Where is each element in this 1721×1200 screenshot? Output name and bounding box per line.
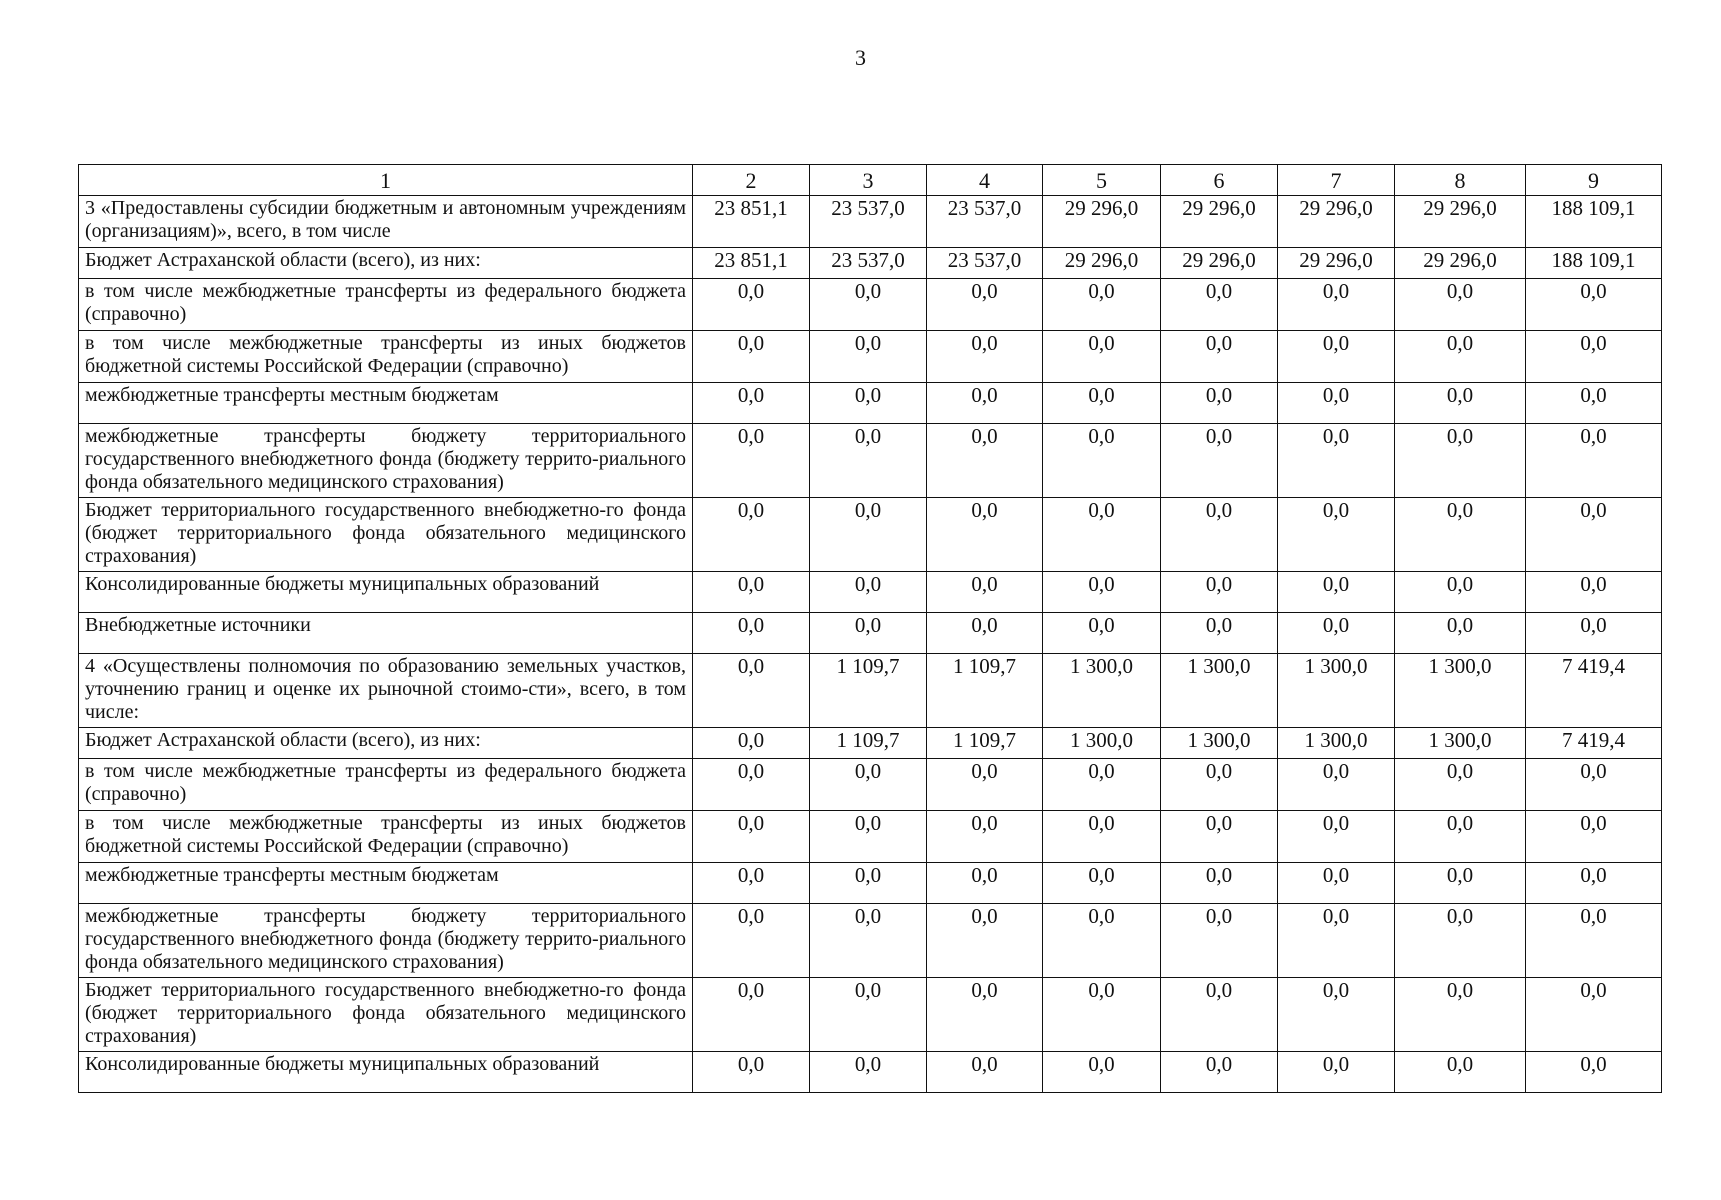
value-cell: 0,0 (810, 279, 927, 331)
value-cell: 0,0 (927, 383, 1043, 424)
table-row (79, 759, 1662, 811)
value-cell: 0,0 (1043, 978, 1161, 1052)
value-cell: 29 296,0 (1161, 196, 1278, 248)
value-cell: 0,0 (693, 811, 810, 863)
value-cell: 0,0 (810, 613, 927, 654)
value-cell: 0,0 (1526, 498, 1662, 572)
value-cell: 29 296,0 (1161, 248, 1278, 279)
table-row (79, 331, 1662, 383)
value-cell: 0,0 (1526, 978, 1662, 1052)
value-cell: 0,0 (810, 978, 927, 1052)
value-cell: 0,0 (1161, 383, 1278, 424)
value-cell: 0,0 (1395, 978, 1526, 1052)
value-cell: 0,0 (1043, 904, 1161, 978)
value-cell: 0,0 (693, 424, 810, 498)
table-row (79, 613, 1662, 654)
value-cell: 29 296,0 (1278, 196, 1395, 248)
row-label: в том числе межбюджетные трансферты из федерального бюджета (справочно) (79, 759, 693, 811)
value-cell: 0,0 (693, 978, 810, 1052)
row-label: межбюджетные трансферты местным бюджетам (79, 863, 693, 904)
column-header: 4 (927, 165, 1043, 196)
table-row (79, 863, 1662, 904)
value-cell: 0,0 (1395, 613, 1526, 654)
value-cell: 0,0 (927, 279, 1043, 331)
value-cell: 0,0 (810, 572, 927, 613)
value-cell: 1 300,0 (1278, 728, 1395, 759)
value-cell: 1 300,0 (1395, 654, 1526, 728)
value-cell: 7 419,4 (1526, 654, 1662, 728)
value-cell: 0,0 (1161, 904, 1278, 978)
page-number: 3 (855, 45, 866, 70)
value-cell: 0,0 (1526, 613, 1662, 654)
value-cell: 0,0 (1278, 863, 1395, 904)
value-cell: 0,0 (1278, 1052, 1395, 1093)
value-cell: 0,0 (1161, 572, 1278, 613)
value-cell: 0,0 (693, 383, 810, 424)
value-cell: 0,0 (1395, 498, 1526, 572)
table-row (79, 904, 1662, 978)
table-row (79, 811, 1662, 863)
value-cell: 23 851,1 (693, 248, 810, 279)
budget-table (78, 164, 1662, 1093)
row-label: Бюджет территориального государственного внебюджетно-го фонда (бюджет территориального фонда обязательного медицинского страхования) (79, 978, 693, 1052)
value-cell: 0,0 (810, 904, 927, 978)
value-cell: 0,0 (1395, 383, 1526, 424)
column-header: 5 (1043, 165, 1161, 196)
value-cell: 188 109,1 (1526, 196, 1662, 248)
value-cell: 0,0 (927, 331, 1043, 383)
value-cell: 188 109,1 (1526, 248, 1662, 279)
value-cell: 0,0 (1395, 424, 1526, 498)
value-cell: 0,0 (927, 978, 1043, 1052)
value-cell: 0,0 (1526, 1052, 1662, 1093)
value-cell: 29 296,0 (1395, 248, 1526, 279)
column-header: 8 (1395, 165, 1526, 196)
table-row (79, 978, 1662, 1052)
value-cell: 0,0 (1526, 572, 1662, 613)
value-cell: 0,0 (1395, 904, 1526, 978)
value-cell: 1 300,0 (1043, 728, 1161, 759)
row-label: Внебюджетные источники (79, 613, 693, 654)
value-cell: 0,0 (1043, 331, 1161, 383)
value-cell: 0,0 (1278, 759, 1395, 811)
value-cell: 0,0 (1161, 424, 1278, 498)
value-cell: 0,0 (810, 424, 927, 498)
value-cell: 23 537,0 (927, 196, 1043, 248)
value-cell: 1 109,7 (927, 728, 1043, 759)
row-label: Консолидированные бюджеты муниципальных образований (79, 572, 693, 613)
value-cell: 0,0 (1278, 978, 1395, 1052)
value-cell: 29 296,0 (1395, 196, 1526, 248)
value-cell: 0,0 (1526, 811, 1662, 863)
value-cell: 0,0 (810, 759, 927, 811)
column-header: 1 (79, 165, 693, 196)
table-row (79, 572, 1662, 613)
value-cell: 0,0 (927, 572, 1043, 613)
row-label: 4 «Осуществлены полномочия по образованию земельных участков, уточнению границ и оценке их рыночной стоимо-сти», всего, в том числе: (79, 654, 693, 728)
value-cell: 1 300,0 (1395, 728, 1526, 759)
value-cell: 0,0 (927, 1052, 1043, 1093)
table-row (79, 279, 1662, 331)
value-cell: 0,0 (693, 728, 810, 759)
column-header: 6 (1161, 165, 1278, 196)
row-label: в том числе межбюджетные трансферты из иных бюджетов бюджетной системы Российской Федерации (справочно) (79, 811, 693, 863)
value-cell: 23 537,0 (927, 248, 1043, 279)
value-cell: 0,0 (810, 383, 927, 424)
row-label: 3 «Предоставлены субсидии бюджетным и автономным учреждениям (организациям)», всего, в том числе (79, 196, 693, 248)
row-label: Бюджет Астраханской области (всего), из них: (79, 248, 693, 279)
value-cell: 23 537,0 (810, 196, 927, 248)
row-label: межбюджетные трансферты местным бюджетам (79, 383, 693, 424)
table-row (79, 248, 1662, 279)
value-cell: 0,0 (1161, 279, 1278, 331)
value-cell: 0,0 (1043, 863, 1161, 904)
value-cell: 0,0 (1395, 279, 1526, 331)
value-cell: 0,0 (1395, 331, 1526, 383)
value-cell: 0,0 (1043, 1052, 1161, 1093)
table-row (79, 498, 1662, 572)
value-cell: 0,0 (1395, 863, 1526, 904)
column-header: 2 (693, 165, 810, 196)
table-row (79, 424, 1662, 498)
value-cell: 29 296,0 (1043, 196, 1161, 248)
value-cell: 0,0 (1395, 572, 1526, 613)
value-cell: 0,0 (693, 279, 810, 331)
value-cell: 0,0 (1278, 279, 1395, 331)
row-label: межбюджетные трансферты бюджету территориального государственного внебюджетного фонда (бюджету террито-риального фонда обязательного медицинского страхования) (79, 904, 693, 978)
value-cell: 0,0 (1278, 424, 1395, 498)
column-header: 7 (1278, 165, 1395, 196)
value-cell: 0,0 (1043, 424, 1161, 498)
value-cell: 0,0 (1278, 331, 1395, 383)
value-cell: 0,0 (1395, 811, 1526, 863)
value-cell: 0,0 (927, 613, 1043, 654)
column-header: 9 (1526, 165, 1662, 196)
value-cell: 23 851,1 (693, 196, 810, 248)
value-cell: 0,0 (1526, 904, 1662, 978)
value-cell: 1 300,0 (1161, 654, 1278, 728)
row-label: межбюджетные трансферты бюджету территориального государственного внебюджетного фонда (бюджету террито-риального фонда обязательного медицинского страхования) (79, 424, 693, 498)
value-cell: 0,0 (693, 572, 810, 613)
value-cell: 0,0 (810, 1052, 927, 1093)
table-row (79, 383, 1662, 424)
value-cell: 0,0 (1526, 424, 1662, 498)
value-cell: 1 109,7 (810, 654, 927, 728)
value-cell: 0,0 (1161, 331, 1278, 383)
value-cell: 23 537,0 (810, 248, 927, 279)
value-cell: 1 300,0 (1161, 728, 1278, 759)
value-cell: 0,0 (693, 331, 810, 383)
value-cell: 0,0 (693, 654, 810, 728)
value-cell: 1 300,0 (1278, 654, 1395, 728)
value-cell: 0,0 (927, 498, 1043, 572)
value-cell: 0,0 (1043, 383, 1161, 424)
value-cell: 0,0 (927, 759, 1043, 811)
table-row (79, 196, 1662, 248)
column-header: 3 (810, 165, 927, 196)
header-row (79, 165, 1662, 196)
value-cell: 1 109,7 (810, 728, 927, 759)
value-cell: 1 109,7 (927, 654, 1043, 728)
row-label: Бюджет Астраханской области (всего), из них: (79, 728, 693, 759)
value-cell: 0,0 (693, 759, 810, 811)
row-label: Бюджет территориального государственного внебюджетно-го фонда (бюджет территориального фонда обязательного медицинского страхования) (79, 498, 693, 572)
value-cell: 0,0 (1161, 613, 1278, 654)
value-cell: 0,0 (1395, 759, 1526, 811)
value-cell: 0,0 (1043, 613, 1161, 654)
value-cell: 0,0 (693, 1052, 810, 1093)
value-cell: 0,0 (927, 863, 1043, 904)
value-cell: 0,0 (810, 331, 927, 383)
value-cell: 29 296,0 (1043, 248, 1161, 279)
value-cell: 0,0 (1161, 811, 1278, 863)
row-label: Консолидированные бюджеты муниципальных образований (79, 1052, 693, 1093)
value-cell: 0,0 (1278, 383, 1395, 424)
table-body (79, 196, 1662, 1093)
value-cell: 0,0 (693, 863, 810, 904)
value-cell: 0,0 (1043, 498, 1161, 572)
table-row (79, 728, 1662, 759)
value-cell: 0,0 (927, 904, 1043, 978)
value-cell: 0,0 (1161, 1052, 1278, 1093)
value-cell: 0,0 (1043, 572, 1161, 613)
value-cell: 29 296,0 (1278, 248, 1395, 279)
row-label: в том числе межбюджетные трансферты из иных бюджетов бюджетной системы Российской Федерации (справочно) (79, 331, 693, 383)
value-cell: 0,0 (1526, 279, 1662, 331)
table-row (79, 1052, 1662, 1093)
value-cell: 0,0 (810, 811, 927, 863)
value-cell: 0,0 (1043, 811, 1161, 863)
value-cell: 0,0 (693, 498, 810, 572)
value-cell: 0,0 (927, 811, 1043, 863)
table-row (79, 654, 1662, 728)
value-cell: 0,0 (693, 613, 810, 654)
value-cell: 0,0 (1278, 613, 1395, 654)
value-cell: 0,0 (1526, 331, 1662, 383)
value-cell: 0,0 (810, 498, 927, 572)
value-cell: 0,0 (1043, 759, 1161, 811)
value-cell: 0,0 (1161, 978, 1278, 1052)
value-cell: 0,0 (1278, 811, 1395, 863)
value-cell: 0,0 (1161, 863, 1278, 904)
value-cell: 0,0 (693, 904, 810, 978)
value-cell: 0,0 (927, 424, 1043, 498)
value-cell: 0,0 (1278, 498, 1395, 572)
value-cell: 0,0 (1526, 759, 1662, 811)
value-cell: 0,0 (1043, 279, 1161, 331)
row-label: в том числе межбюджетные трансферты из федерального бюджета (справочно) (79, 279, 693, 331)
value-cell: 0,0 (1526, 863, 1662, 904)
value-cell: 0,0 (1161, 759, 1278, 811)
value-cell: 0,0 (1278, 904, 1395, 978)
value-cell: 0,0 (810, 863, 927, 904)
value-cell: 0,0 (1395, 1052, 1526, 1093)
value-cell: 1 300,0 (1043, 654, 1161, 728)
value-cell: 0,0 (1526, 383, 1662, 424)
value-cell: 0,0 (1278, 572, 1395, 613)
value-cell: 0,0 (1161, 498, 1278, 572)
value-cell: 7 419,4 (1526, 728, 1662, 759)
